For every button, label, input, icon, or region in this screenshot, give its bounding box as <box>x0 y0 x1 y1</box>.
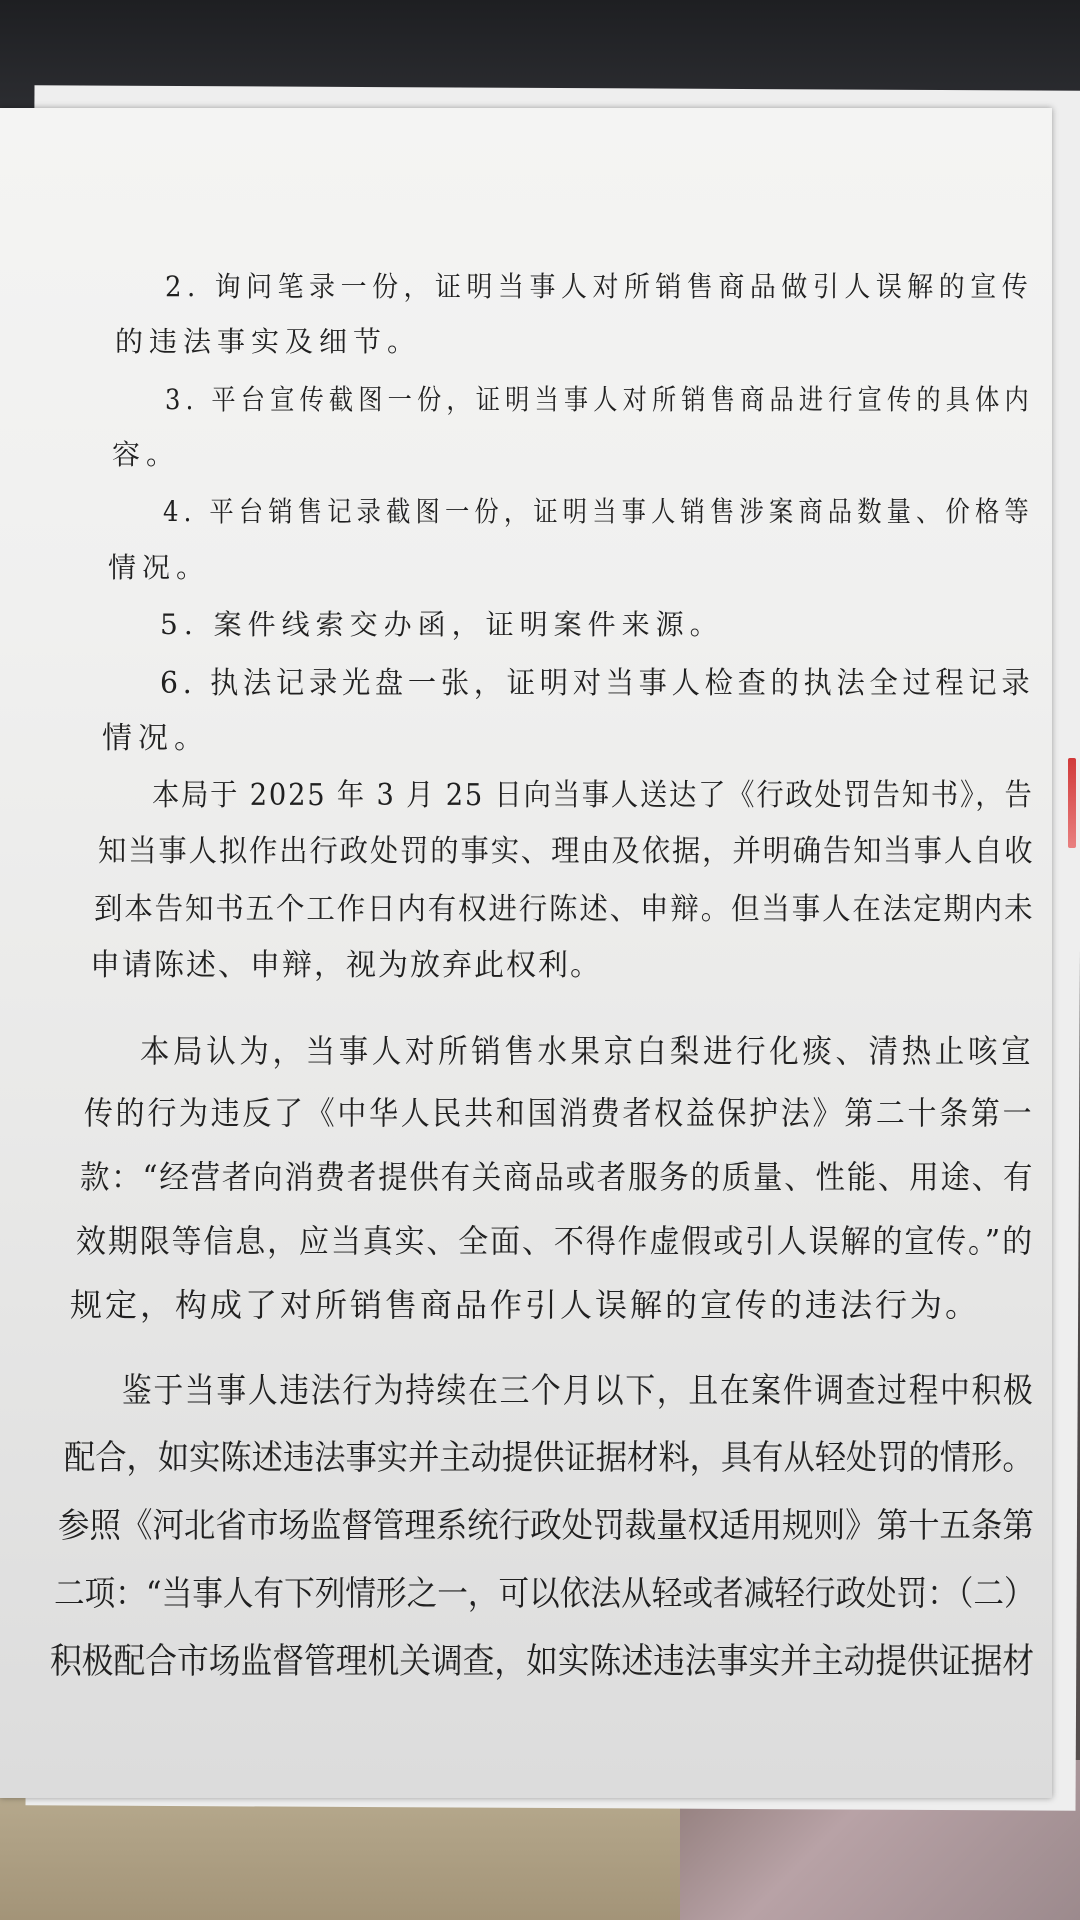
doc-line: 情况。 <box>102 721 210 756</box>
doc-line: 款：“经营者向消费者提供有关商品或者服务的质量、性能、用途、有 <box>80 1158 1035 1196</box>
doc-line: 参照《河北省市场监督管理系统行政处罚裁量权适用规则》第十五条第 <box>58 1506 1035 1546</box>
doc-line: 鉴于当事人违法行为持续在三个月以下，且在案件调查过程中积极 <box>122 1371 1035 1411</box>
doc-line: 4. 平台销售记录截图一份，证明当事人销售涉案商品数量、价格等 <box>163 495 1034 528</box>
doc-line: 效期限等信息，应当真实、全面、不得作虚假或引人误解的宣传。”的 <box>76 1222 1034 1260</box>
doc-line: 知当事人拟作出行政处罚的事实、理由及依据，并明确告知当事人自收 <box>98 834 1035 869</box>
doc-line: 规定，构成了对所销售商品作引人误解的宣传的违法行为。 <box>70 1286 981 1324</box>
doc-line: 配合，如实陈述违法事实并主动提供证据材料，具有从轻处罚的情形。 <box>64 1438 1034 1478</box>
red-stamp-edge <box>1068 758 1076 848</box>
doc-line: 二项：“当事人有下列情形之一，可以依法从轻或者减轻行政处罚：（二） <box>54 1574 1035 1614</box>
doc-line: 到本告知书五个工作日内有权进行陈述、申辩。但当事人在法定期内未 <box>94 892 1035 927</box>
doc-line: 6. 执法记录光盘一张，证明对当事人检查的执法全过程记录 <box>160 666 1035 701</box>
document-page <box>0 108 1052 1798</box>
doc-line: 本局认为，当事人对所销售水果京白梨进行化痰、清热止咳宣 <box>140 1032 1035 1070</box>
doc-line: 2. 询问笔录一份，证明当事人对所销售商品做引人误解的宣传 <box>165 270 1034 303</box>
doc-line: 容。 <box>112 438 181 471</box>
doc-line: 情况。 <box>108 551 211 584</box>
doc-line: 传的行为违反了《中华人民共和国消费者权益保护法》第二十条第一 <box>84 1094 1035 1132</box>
doc-line: 申请陈述、申辩，视为放弃此权利。 <box>90 948 602 983</box>
doc-line: 积极配合市场监督管理机关调查，如实陈述违法事实并主动提供证据材 <box>50 1642 1035 1682</box>
doc-line: 的违法事实及细节。 <box>115 325 422 358</box>
doc-line: 本局于 2025 年 3 月 25 日向当事人送达了《行政处罚告知书》，告 <box>152 778 1034 813</box>
doc-line: 5. 案件线索交办函，证明案件来源。 <box>160 608 724 641</box>
doc-line: 3. 平台宣传截图一份，证明当事人对所销售商品进行宣传的具体内 <box>165 383 1034 416</box>
